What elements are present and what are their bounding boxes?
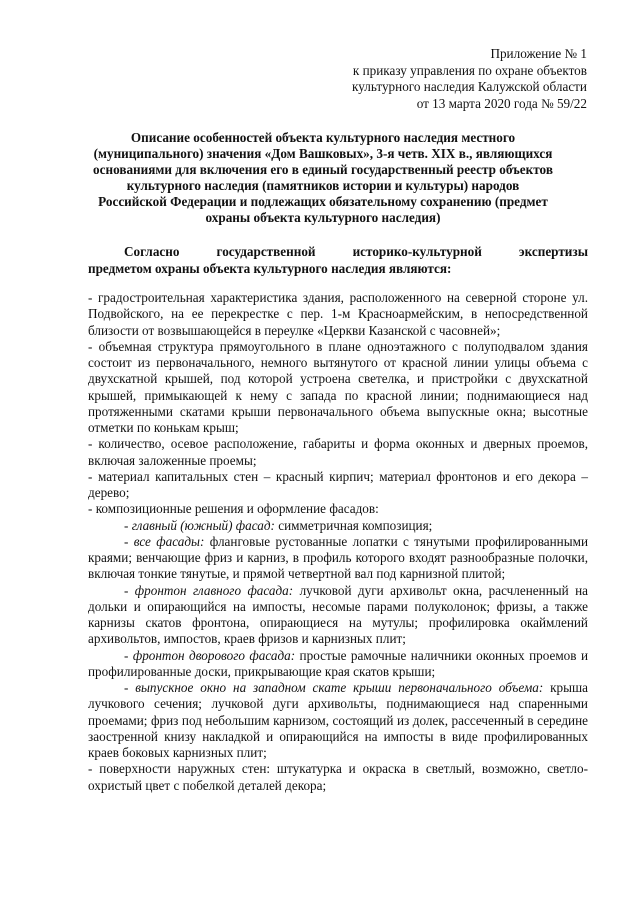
item-text: фланговые рустованные лопатки с тянутыми профилированными краями; венчающие фриз и карниз, в профиль которого входят разнообразные полочки, включая тонкие тянутые, и прямой четвертной вал под карнизной плитой;	[88, 533, 588, 582]
item-text: симметричная композиция;	[274, 517, 433, 533]
title-line: Описание особенностей объекта культурного наследия местного	[130, 130, 516, 145]
list-item: - материал капитальных стен – красный кирпич; материал фронтонов и его декора – дерево;	[88, 468, 588, 500]
title-line: (муниципального) значения «Дом Вашковых», 3-я четв. XIX в., являющихся	[93, 146, 553, 161]
list-item: - поверхности наружных стен: штукатурка и окраска в светлый, возможно, светло-охристый цвет с побелкой деталей декора;	[88, 761, 588, 793]
document-title	[88, 130, 558, 226]
title-line: основаниями для включения его в единый государственный реестр объектов	[93, 162, 553, 177]
intro-line: предметом охраны объекта культурного наследия являются:	[88, 260, 452, 276]
list-item: - объемная структура прямоугольного в плане одноэтажного с полуподвалом здания состоит из первоначального, немного вытянутого от красной линии улицы объема с двухскатной крышей, под которой устроена светелка, и пристройки с двухскатной крышей, примыкающей к нему с запада по красной линии; поднимающиеся над протяженными скатами крыши первоначального объема выпускные окна; высотные отметки по конькам крыш;	[88, 338, 588, 435]
item-text: крыша лучкового сечения; лучковой дуги архивольты, поднимающиеся над спаренными проемами; фриз под небольшим карнизом, состоящий из долек, рассеченный в середине заостренной книзу накладкой и опирающийся на импосты в виде профилированных краев боковых карнизных плит;	[88, 680, 588, 760]
list-item: - количество, осевое расположение, габариты и форма оконных и дверных проемов, включая заложенные проемы;	[88, 436, 588, 468]
title-line: охраны объекта культурного наследия)	[205, 210, 441, 225]
appendix-line: к приказу управления по охране объектов	[352, 62, 587, 78]
appendix-header	[287, 46, 587, 112]
list-item: - композиционные решения и оформление фасадов:	[88, 501, 379, 517]
list-item	[88, 534, 588, 583]
intro-statement	[88, 244, 588, 277]
protection-items-list	[88, 290, 588, 794]
list-item	[88, 583, 588, 648]
item-heading: - фронтон дворового фасада:	[124, 647, 296, 663]
title-line: Российской Федерации и подлежащих обязательному сохранению (предмет	[98, 194, 548, 209]
item-heading: - выпускное окно на западном скате крыши первоначального объема:	[124, 680, 544, 695]
item-heading: - главный (южный) фасад:	[124, 517, 275, 533]
list-item: - градостроительная характеристика здания, расположенного на северной стороне ул. Подвойского, на ее перекрестке с пер. 1-м Красноармейским, в непосредственной близости от возвышающейся в переулке «Церкви Казанской с часовней»;	[88, 290, 588, 338]
item-text: простые рамочные наличники оконных проемов и профилированные доски, прикрывающие края скатов крыши;	[88, 647, 589, 679]
intro-line: Согласно государственной историко-культурной экспертизы	[124, 244, 588, 259]
list-item	[88, 518, 588, 534]
title-line: культурного наследия (памятников истории и культуры) народов	[126, 178, 520, 193]
appendix-line: культурного наследия Калужской области	[352, 79, 587, 95]
appendix-line: от 13 марта 2020 года № 59/22	[416, 95, 587, 111]
appendix-line: Приложение № 1	[490, 46, 587, 61]
item-text: лучковой дуги архивольт окна, расчлененный на дольки и опирающийся на импосты, несомые парами полуколонок; фризы, а также карнизы скатов фронтона, опирающиеся на мутулы; профилировка окаймлений архивольтов, импостов, краев фризов и карнизных плит;	[88, 582, 588, 647]
item-heading: - все фасады:	[124, 533, 205, 549]
list-item	[88, 680, 588, 761]
item-heading: - фронтон главного фасада:	[124, 582, 294, 598]
list-item	[88, 648, 588, 681]
